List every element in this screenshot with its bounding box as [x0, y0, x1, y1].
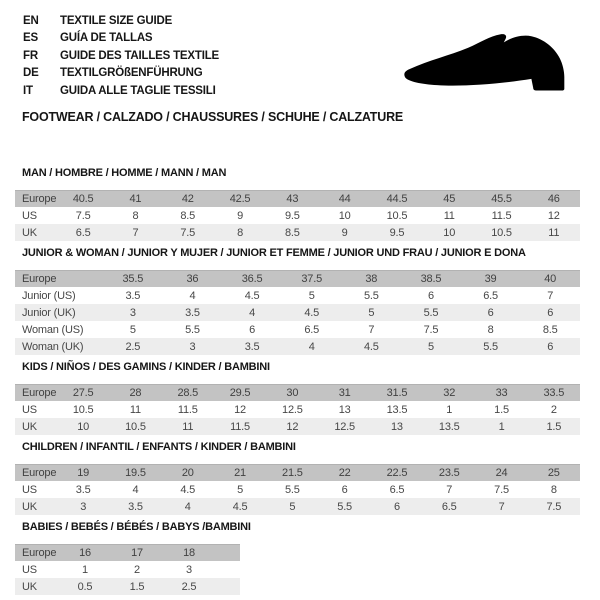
shoe-icon: [397, 26, 575, 98]
table-row: [15, 287, 580, 304]
size-cell: 28: [129, 387, 142, 399]
size-cell: 5.5: [337, 500, 352, 513]
row-label: Europe: [22, 193, 57, 205]
size-cell: 2.5: [181, 580, 197, 593]
size-cell: 9: [341, 226, 348, 239]
row-label: Europe: [22, 387, 57, 399]
row-label: Junior (UK): [22, 306, 76, 319]
size-cell: 40: [544, 273, 557, 285]
size-cell: 4.5: [232, 500, 248, 513]
language-title: TEXTILGRÖßENFÜHRUNG: [60, 67, 203, 80]
size-cell: 18: [183, 547, 195, 559]
size-cell: 10: [338, 209, 351, 222]
size-cell: 7.5: [423, 323, 439, 336]
size-cell: 5.5: [423, 306, 439, 319]
size-cell: 38.5: [420, 273, 442, 285]
row-label: Junior (US): [22, 289, 76, 302]
size-cell: 21: [234, 467, 246, 479]
size-section-junior-woman: [15, 247, 585, 355]
language-row-de: [23, 65, 219, 82]
row-label: Woman (UK): [22, 340, 84, 353]
language-code: EN: [23, 15, 39, 27]
size-cell: 42.5: [229, 193, 251, 205]
size-cell: 10.5: [72, 403, 94, 416]
size-cell: 12: [547, 209, 560, 222]
size-cell: 12.5: [334, 420, 355, 433]
row-label: UK: [22, 226, 37, 239]
size-cell: 3: [129, 306, 136, 319]
row-label: UK: [22, 500, 37, 513]
size-cell: 19: [77, 467, 90, 479]
size-cell: 5: [289, 500, 296, 513]
size-cell: 9: [237, 209, 243, 222]
size-cell: 31: [338, 387, 351, 399]
size-cell: 5.5: [483, 340, 498, 353]
size-cell: 8: [487, 323, 494, 336]
size-cell: 2: [134, 563, 140, 576]
language-row-it: [23, 83, 219, 100]
size-cell: 4.5: [363, 340, 379, 353]
size-cell: 7.5: [546, 500, 562, 513]
size-cell: 4.5: [180, 483, 196, 496]
language-row-fr: [23, 48, 219, 65]
table-row: [15, 207, 580, 224]
size-cell: 11: [182, 420, 194, 433]
table-row: [15, 578, 240, 595]
size-cell: 29.5: [229, 387, 251, 399]
size-cell: 10.5: [125, 420, 146, 433]
size-cell: 7: [547, 289, 554, 302]
size-cell: 17: [131, 547, 143, 559]
size-cell: 4: [132, 483, 139, 496]
size-cell: 45: [443, 193, 456, 205]
size-cell: 36: [186, 273, 199, 285]
size-cell: 6: [249, 323, 256, 336]
section-title: JUNIOR & WOMAN / JUNIOR Y MUJER / JUNIOR ET FEMME / JUNIOR UND FRAU / JUNIOR E DONA: [22, 247, 526, 259]
row-label: US: [22, 209, 37, 222]
size-cell: 4: [308, 340, 315, 353]
size-cell: 8: [550, 483, 557, 496]
size-cell: 3: [80, 500, 87, 513]
size-cell: 11.5: [177, 403, 198, 416]
table-row: [15, 561, 240, 578]
size-cell: 6.5: [304, 323, 320, 336]
row-label: Woman (US): [22, 323, 84, 336]
size-cell: 1: [82, 563, 88, 576]
size-cell: 38: [365, 273, 378, 285]
size-cell: 6: [393, 500, 400, 513]
size-cell: 0.5: [77, 580, 93, 593]
size-cell: 12.5: [282, 403, 303, 416]
size-cell: 3: [186, 563, 192, 576]
size-cell: 7: [368, 323, 375, 336]
size-cell: 11: [129, 403, 141, 416]
size-cell: 45.5: [491, 193, 512, 205]
size-section-babies: [15, 521, 585, 595]
size-cell: 3.5: [185, 306, 200, 319]
language-title-list: [23, 13, 219, 100]
size-cell: 6.5: [389, 483, 405, 496]
size-cell: 13.5: [438, 420, 460, 433]
size-cell: 35.5: [122, 273, 144, 285]
size-cell: 7.5: [75, 209, 91, 222]
size-cell: 12: [286, 420, 299, 433]
size-cell: 23.5: [438, 467, 460, 479]
size-cell: 31.5: [386, 387, 408, 399]
size-cell: 11: [548, 226, 560, 239]
size-cell: 10: [443, 226, 456, 239]
size-cell: 3.5: [75, 483, 91, 496]
row-label: US: [22, 563, 37, 576]
table-header-row: [15, 544, 240, 561]
size-cell: 6.5: [441, 500, 457, 513]
table-row: [15, 304, 580, 321]
size-cell: 6.5: [483, 289, 498, 302]
size-cell: 4: [184, 500, 191, 513]
size-cell: 12: [234, 403, 246, 416]
size-cell: 27.5: [72, 387, 94, 399]
language-row-en: [23, 13, 219, 30]
size-section-children: [15, 441, 585, 515]
section-title: BABIES / BEBÉS / BÉBÉS / BABYS /BAMBINI: [22, 521, 251, 533]
size-cell: 19.5: [125, 467, 146, 479]
table-row: [15, 401, 580, 418]
language-code: IT: [23, 84, 33, 97]
size-cell: 3: [189, 340, 196, 353]
size-cell: 5: [129, 323, 136, 336]
size-cell: 7: [498, 500, 505, 513]
size-tables-container: [15, 161, 585, 595]
size-cell: 1.5: [494, 403, 509, 416]
size-cell: 16: [79, 547, 91, 559]
size-cell: 5.5: [284, 483, 300, 496]
size-cell: 7.5: [494, 483, 509, 496]
size-cell: 5: [368, 306, 375, 319]
size-cell: 32: [443, 387, 456, 399]
row-label: Europe: [22, 273, 57, 285]
size-cell: 11: [443, 209, 455, 222]
size-cell: 8.5: [180, 209, 196, 222]
size-table: [15, 544, 240, 595]
size-cell: 3.5: [125, 289, 141, 302]
size-cell: 5: [427, 340, 434, 353]
size-cell: 8.5: [542, 323, 558, 336]
size-cell: 11.5: [491, 209, 512, 222]
size-cell: 22.5: [386, 467, 408, 479]
size-cell: 4.5: [244, 289, 260, 302]
size-cell: 9.5: [284, 209, 300, 222]
size-cell: 20: [181, 467, 194, 479]
size-cell: 22: [338, 467, 351, 479]
size-cell: 39: [484, 273, 497, 285]
size-cell: 30: [286, 387, 299, 399]
size-cell: 6: [547, 340, 554, 353]
row-label: Europe: [22, 547, 57, 559]
table-row: [15, 338, 580, 355]
row-label: US: [22, 403, 37, 416]
size-cell: 2.5: [125, 340, 141, 353]
language-row-es: [23, 30, 219, 47]
size-cell: 33: [495, 387, 508, 399]
size-cell: 13: [391, 420, 403, 433]
size-cell: 3.5: [128, 500, 143, 513]
size-cell: 33.5: [543, 387, 565, 399]
language-code: DE: [23, 67, 39, 80]
size-cell: 25: [547, 467, 560, 479]
table-header-row: [15, 190, 580, 207]
size-cell: 8.5: [284, 226, 300, 239]
size-cell: 42: [181, 193, 194, 205]
row-label: Europe: [22, 467, 57, 479]
size-cell: 5.5: [185, 323, 200, 336]
size-cell: 5: [308, 289, 315, 302]
language-code: ES: [23, 32, 38, 45]
section-title: KIDS / NIÑOS / DES GAMINS / KINDER / BAMBINI: [22, 361, 270, 373]
size-cell: 28.5: [177, 387, 199, 399]
section-title: MAN / HOMBRE / HOMME / MANN / MAN: [22, 167, 227, 179]
size-cell: 1.5: [129, 580, 145, 593]
size-cell: 24: [495, 467, 508, 479]
table-header-row: [15, 464, 580, 481]
table-row: [15, 418, 580, 435]
size-cell: 13.5: [386, 403, 408, 416]
row-label: US: [22, 483, 37, 496]
size-cell: 5.5: [363, 289, 379, 302]
language-title: GUIDA ALLE TAGLIE TESSILI: [60, 84, 216, 97]
size-cell: 36.5: [241, 273, 263, 285]
language-title: GUÍA DE TALLAS: [60, 32, 153, 45]
size-table: [15, 464, 580, 515]
size-cell: 3.5: [244, 340, 260, 353]
size-cell: 1: [498, 420, 505, 433]
size-cell: 9.5: [389, 226, 405, 239]
language-title: TEXTILE SIZE GUIDE: [60, 15, 173, 27]
size-cell: 13: [338, 403, 351, 416]
category-heading: FOOTWEAR / CALZADO / CHAUSSURES / SCHUHE / CALZATURE: [22, 110, 404, 124]
size-cell: 10: [77, 420, 90, 433]
size-cell: 1.5: [546, 420, 562, 433]
size-section-man: [15, 167, 585, 241]
table-row: [15, 498, 580, 515]
size-section-kids: [15, 361, 585, 435]
size-cell: 6: [487, 306, 494, 319]
size-cell: 7: [132, 226, 139, 239]
size-cell: 10.5: [491, 226, 512, 239]
size-cell: 7: [446, 483, 453, 496]
size-cell: 44: [338, 193, 351, 205]
size-table: [15, 190, 580, 241]
size-cell: 10.5: [386, 209, 408, 222]
size-cell: 46: [547, 193, 560, 205]
size-cell: 11.5: [230, 420, 250, 433]
size-cell: 40.5: [72, 193, 94, 205]
table-header-row: [15, 270, 580, 287]
row-label: UK: [22, 580, 37, 593]
language-title: GUIDE DES TAILLES TEXTILE: [60, 49, 219, 62]
size-cell: 7.5: [180, 226, 196, 239]
size-table: [15, 270, 580, 355]
size-cell: 4.5: [304, 306, 320, 319]
table-row: [15, 481, 580, 498]
size-cell: 8: [132, 209, 139, 222]
size-cell: 37.5: [301, 273, 322, 285]
size-cell: 6: [427, 289, 434, 302]
size-cell: 4: [249, 306, 256, 319]
size-cell: 6.5: [75, 226, 91, 239]
table-row: [15, 321, 580, 338]
row-label: UK: [22, 420, 37, 433]
size-cell: 43: [286, 193, 299, 205]
size-cell: 8: [237, 226, 243, 239]
size-cell: 5: [237, 483, 243, 496]
size-cell: 6: [547, 306, 554, 319]
language-code: FR: [23, 49, 38, 62]
size-cell: 41: [129, 193, 142, 205]
size-cell: 44.5: [386, 193, 408, 205]
size-cell: 2: [550, 403, 557, 416]
size-cell: 1: [446, 403, 453, 416]
table-row: [15, 224, 580, 241]
size-cell: 4: [189, 289, 196, 302]
size-table: [15, 384, 580, 435]
size-cell: 6: [341, 483, 348, 496]
section-title: CHILDREN / INFANTIL / ENFANTS / KINDER / BAMBINI: [22, 441, 296, 453]
size-cell: 21.5: [282, 467, 303, 479]
table-header-row: [15, 384, 580, 401]
